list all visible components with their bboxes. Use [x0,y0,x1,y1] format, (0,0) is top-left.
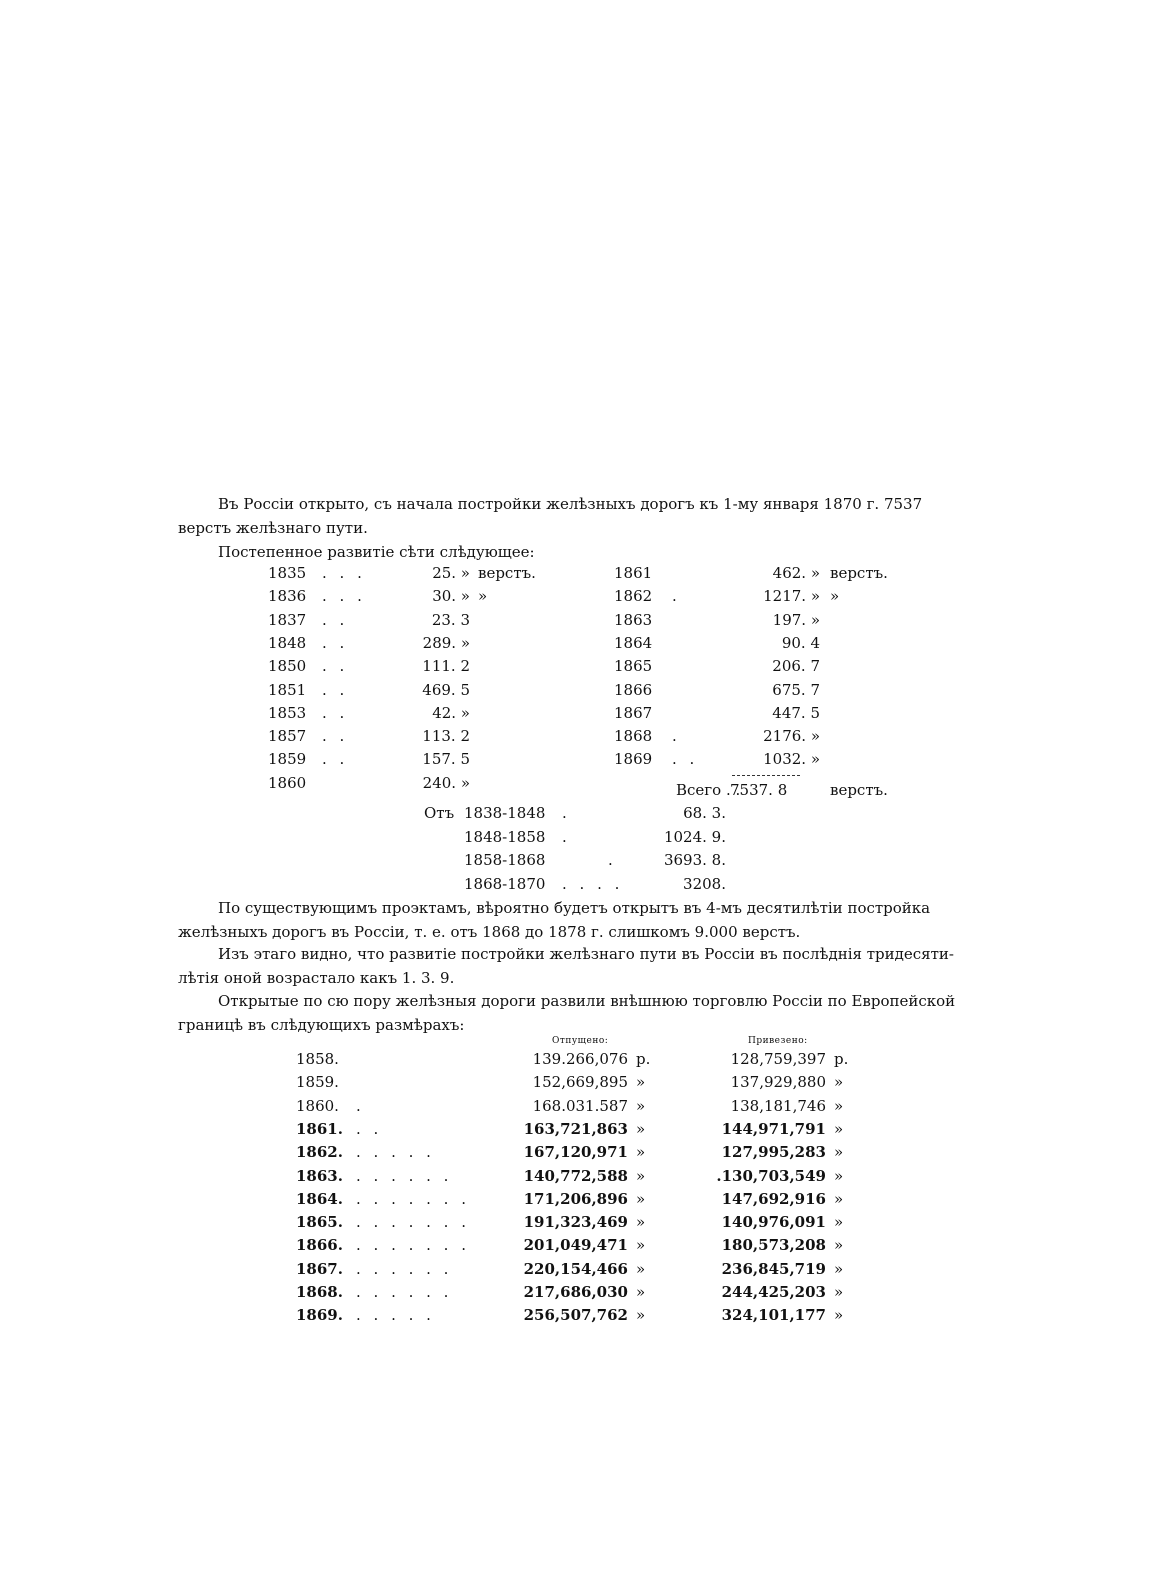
decade-range: 1858-1868 [464,851,546,869]
trade-exported: 168.031.587 [532,1096,628,1115]
trade-imported-mark: » [834,1283,844,1301]
network-left-dots: . . [322,727,349,746]
network-left-year: 1837 [268,610,307,629]
trade-dots: . . . . . . . [356,1213,470,1232]
network-left-unit: верстъ. [478,564,536,582]
decade-dots: . [562,827,571,846]
network-left-year: 1857 [268,727,307,746]
trade-imported: .130,703,549 [716,1166,826,1185]
network-right-dots: . [672,587,681,606]
trade-exported-mark: р. [636,1050,651,1068]
paragraph-3-line-1: Открытые по сю пору желѣзныя дороги развили внѣшнюю торговлю Россіи по Европейской [218,992,956,1010]
network-left-unit: » [478,587,488,606]
network-left-year: 1860 [268,773,307,792]
trade-imported: 127,995,283 [721,1143,826,1162]
trade-exported: 220,154,466 [523,1259,628,1278]
paragraph-1-line-1: По существующимъ проэктамъ, вѣроятно будетъ открытъ въ 4-мъ десятилѣтіи постройка [218,899,931,917]
network-right-value: 90. 4 [781,633,820,652]
trade-exported-mark: » [636,1259,646,1278]
network-right-unit: верстъ. [830,564,888,582]
trade-imported-mark: » [834,1119,844,1138]
trade-exported: 139.266,076 [532,1050,628,1068]
trade-dots: . . . . . [356,1143,435,1162]
network-left-dots: . . [322,610,349,629]
intro-line-2: верстъ желѣзнаго пути. [178,519,368,537]
trade-year: 1867. [296,1259,343,1278]
trade-year: 1866. [296,1236,343,1255]
decade-value: 3693. 8. [663,851,726,869]
network-left-value: 23. 3 [431,610,470,629]
intro-line-3: Постепенное развитіе сѣти слѣдующее: [218,543,535,561]
trade-imported-mark: » [834,1236,844,1255]
paragraph-3-line-2: границѣ въ слѣдующихъ размѣрахъ: [178,1016,465,1034]
network-left-value: 240. » [422,773,470,792]
trade-imported-mark: » [834,1306,844,1325]
network-left-value: 469. 5 [422,680,470,699]
network-right-year: 1868 [614,727,653,746]
paragraph-1-line-2: желѣзныхъ дорогъ въ Россіи, т. е. отъ 1868 до 1878 г. слишкомъ 9.000 верстъ. [178,923,801,941]
trade-dots: . . . . . . [356,1259,453,1278]
decade-range: 1838-1848 [464,804,546,822]
trade-exported: 191,323,469 [523,1213,628,1232]
decade-range: 1848-1858 [464,827,546,846]
trade-exported-mark: » [636,1119,646,1138]
total-unit: верстъ. [830,781,888,799]
trade-imported-mark: » [834,1143,844,1162]
network-right-value: 675. 7 [772,680,820,699]
network-right-dots: . . [672,750,699,769]
total-value: 7537. 8 [730,781,788,799]
decade-dots: . [608,851,617,869]
trade-exported-mark: » [636,1283,646,1301]
trade-year: 1860. [296,1096,339,1115]
decade-dots: . [562,804,571,822]
trade-imported: 137,929,880 [730,1073,826,1092]
paragraph-2-line-2: лѣтія оной возрастало какъ 1. 3. 9. [178,969,455,987]
decade-value: 1024. 9. [663,827,726,846]
network-left-value: 25. » [432,564,470,582]
decade-value: 68. 3. [683,804,726,822]
network-left-value: 289. » [422,633,470,652]
network-left-dots: . . [322,633,349,652]
intro-line-1: Въ Россіи открыто, съ начала постройки желѣзныхъ дорогъ къ 1-му января 1870 г. 7537 [218,495,923,513]
trade-header-exported: Отпущено: [552,1036,609,1046]
trade-year: 1868. [296,1283,343,1301]
network-left-year: 1851 [268,680,307,699]
trade-exported: 201,049,471 [523,1236,628,1255]
decade-range: 1868-1870 [464,874,546,893]
trade-imported: 147,692,916 [721,1189,826,1208]
network-right-value: 197. » [772,610,820,629]
trade-imported: 236,845,719 [721,1259,826,1278]
trade-exported: 167,120,971 [523,1143,628,1162]
trade-imported: 244,425,203 [721,1283,826,1301]
trade-dots: . . . . . . . [356,1189,470,1208]
network-left-value: 30. » [432,587,470,606]
trade-exported-mark: » [636,1073,646,1092]
trade-exported: 140,772,588 [523,1166,628,1185]
trade-imported-mark: » [834,1096,844,1115]
trade-dots: . . . . . [356,1306,435,1325]
network-left-value: 113. 2 [422,727,470,746]
trade-year: 1863. [296,1166,343,1185]
trade-exported-mark: » [636,1143,646,1162]
trade-imported-mark: » [834,1073,844,1092]
trade-dots: . . . . . . [356,1166,453,1185]
trade-year: 1869. [296,1306,343,1325]
trade-imported: 324,101,177 [721,1306,826,1325]
network-right-value: 2176. » [763,727,820,746]
network-left-year: 1850 [268,657,307,676]
trade-dots: . . . . . . [356,1283,453,1301]
trade-header-imported: Привезено: [748,1036,808,1046]
trade-year: 1864. [296,1189,343,1208]
trade-exported-mark: » [636,1096,646,1115]
network-left-value: 111. 2 [422,657,470,676]
trade-imported-mark: » [834,1189,844,1208]
network-left-dots: . . . [322,564,366,582]
trade-year: 1861. [296,1119,343,1138]
network-left-year: 1836 [268,587,307,606]
network-left-dots: . . . [322,587,366,606]
trade-imported: 140,976,091 [721,1213,826,1232]
trade-year: 1858. [296,1050,339,1068]
network-right-value: 1032. » [763,750,820,769]
network-left-value: 42. » [432,703,470,722]
decade-dots: . . . . [562,874,624,893]
trade-dots: . [356,1096,365,1115]
trade-imported: 144,971,791 [721,1119,826,1138]
trade-imported-mark: » [834,1166,844,1185]
network-left-dots: . . [322,657,349,676]
network-right-dots: . [672,727,681,746]
network-left-year: 1835 [268,564,307,582]
network-left-value: 157. 5 [422,750,470,769]
trade-year: 1859. [296,1073,339,1092]
trade-exported: 217,686,030 [523,1283,628,1301]
network-left-year: 1859 [268,750,307,769]
decade-value: 3208. [683,874,726,893]
network-right-year: 1866 [614,680,653,699]
trade-exported: 163,721,863 [523,1119,628,1138]
network-right-value: 206. 7 [772,657,820,676]
network-right-year: 1864 [614,633,653,652]
network-left-dots: . . [322,703,349,722]
network-right-year: 1865 [614,657,653,676]
trade-exported-mark: » [636,1213,646,1232]
network-right-value: 462. » [772,564,820,582]
trade-imported: 138,181,746 [730,1096,826,1115]
total-label: Всего . . [676,781,741,799]
trade-exported-mark: » [636,1166,646,1185]
total-rule [732,775,800,776]
network-right-year: 1862 [614,587,653,606]
network-left-dots: . . [322,750,349,769]
network-left-year: 1848 [268,633,307,652]
trade-imported: 128,759,397 [730,1050,826,1068]
paragraph-2-line-1: Изъ этаго видно, что развитіе постройки желѣзнаго пути въ Россіи въ послѣднія тридесяти- [218,945,954,963]
trade-exported-mark: » [636,1306,646,1325]
trade-imported-mark: » [834,1259,844,1278]
network-right-year: 1861 [614,564,653,582]
trade-year: 1862. [296,1143,343,1162]
decades-prefix: Отъ [424,804,455,822]
trade-imported-mark: » [834,1213,844,1232]
network-left-dots: . . [322,680,349,699]
trade-imported: 180,573,208 [721,1236,826,1255]
trade-exported: 171,206,896 [523,1189,628,1208]
trade-exported: 256,507,762 [523,1306,628,1325]
trade-dots: . . [356,1119,383,1138]
network-right-value: 447. 5 [772,703,820,722]
trade-dots: . . . . . . . [356,1236,470,1255]
network-right-unit: » [830,587,840,606]
trade-exported: 152,669,895 [532,1073,628,1092]
network-left-year: 1853 [268,703,307,722]
network-right-year: 1867 [614,703,653,722]
network-right-year: 1863 [614,610,653,629]
trade-exported-mark: » [636,1236,646,1255]
network-right-value: 1217. » [763,587,820,606]
network-right-year: 1869 [614,750,653,769]
trade-imported-mark: р. [834,1050,849,1068]
trade-year: 1865. [296,1213,343,1232]
trade-exported-mark: » [636,1189,646,1208]
